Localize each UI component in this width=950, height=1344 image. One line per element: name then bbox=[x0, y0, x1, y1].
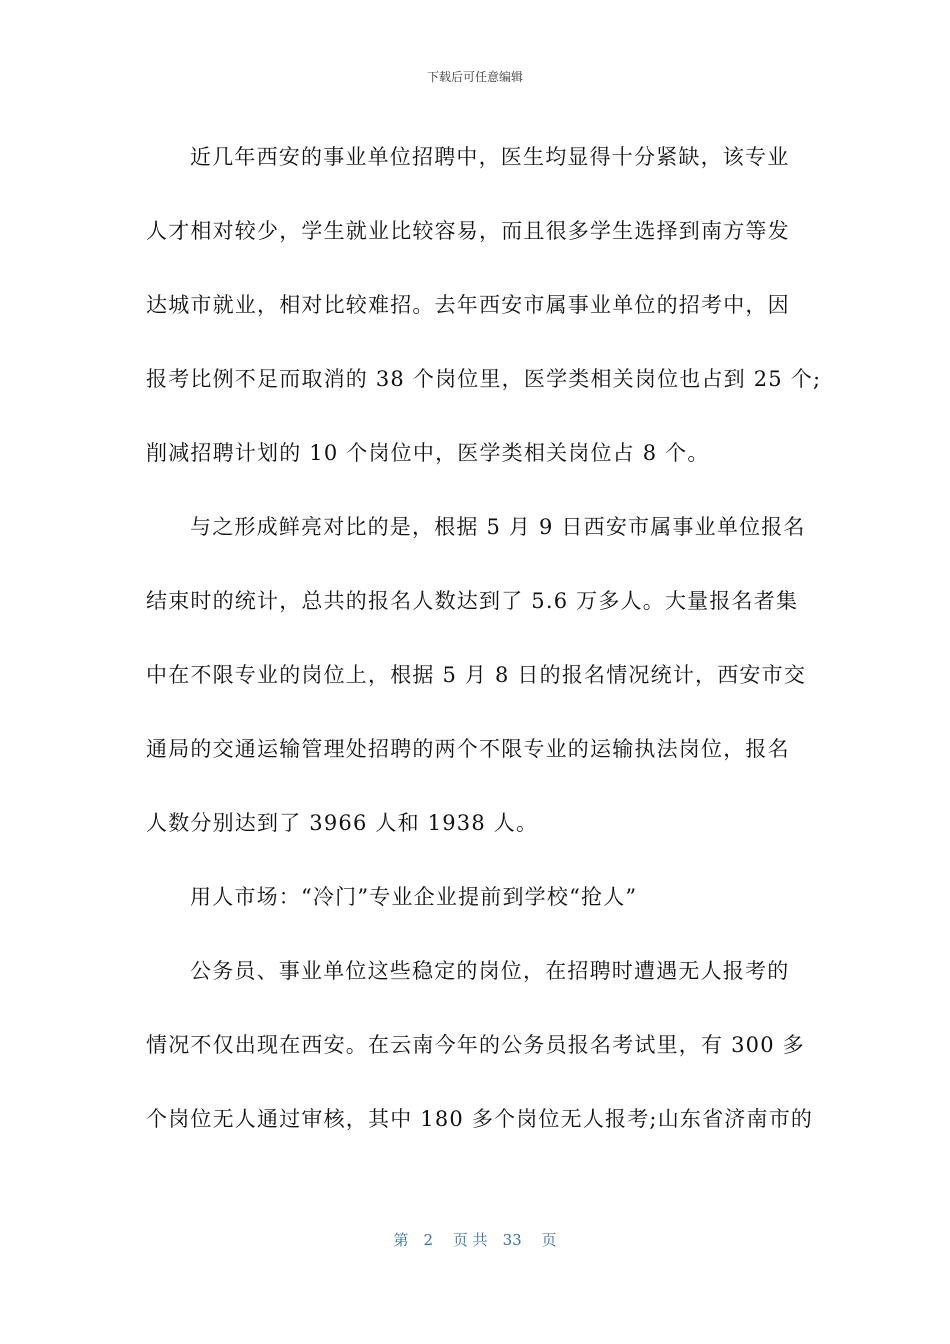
text-line: 与之形成鲜亮对比的是，根据 5 月 9 日西安市属事业单位报名 bbox=[190, 515, 806, 539]
section-heading: 用人市场：“冷门”专业企业提前到学校“抢人” bbox=[190, 885, 638, 909]
text-line: 个岗位无人通过审核，其中 180 多个岗位无人报考;山东省济南市的 bbox=[146, 1107, 814, 1131]
page-number-footer: 第 2 页 共 33 页 bbox=[393, 1231, 557, 1249]
text-line: 人才相对较少，学生就业比较容易，而且很多学生选择到南方等发 bbox=[146, 219, 790, 243]
page-header-note: 下载后可任意编辑 bbox=[426, 70, 523, 84]
text-line: 报考比例不足而取消的 38 个岗位里，医学类相关岗位也占到 25 个; bbox=[146, 367, 822, 391]
text-line: 中在不限专业的岗位上，根据 5 月 8 日的报名情况统计，西安市交 bbox=[146, 663, 807, 687]
text-line: 近几年西安的事业单位招聘中，医生均显得十分紧缺，该专业 bbox=[190, 145, 790, 169]
text-line: 达城市就业，相对比较难招。去年西安市属事业单位的招考中，因 bbox=[146, 293, 790, 317]
text-line: 结束时的统计，总共的报名人数达到了 5.6 万多人。大量报名者集 bbox=[146, 589, 799, 613]
text-line: 通局的交通运输管理处招聘的两个不限专业的运输执法岗位，报名 bbox=[146, 737, 790, 761]
text-line: 情况不仅出现在西安。在云南今年的公务员报名考试里，有 300 多 bbox=[146, 1033, 805, 1057]
text-line: 削减招聘计划的 10 个岗位中，医学类相关岗位占 8 个。 bbox=[146, 441, 710, 465]
text-line: 公务员、事业单位这些稳定的岗位，在招聘时遭遇无人报考的 bbox=[190, 959, 790, 983]
document-body bbox=[146, 120, 822, 1156]
text-line: 人数分别达到了 3966 人和 1938 人。 bbox=[146, 811, 539, 835]
